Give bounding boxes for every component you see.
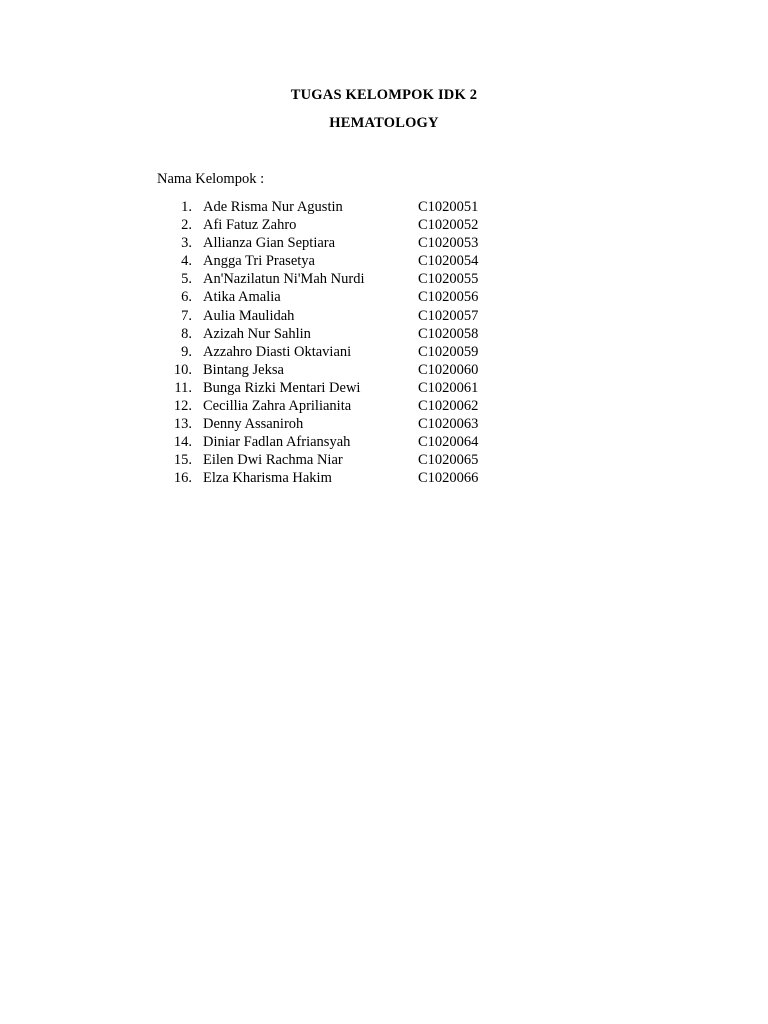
list-item bbox=[0, 325, 768, 343]
group-label: Nama Kelompok : bbox=[157, 171, 265, 187]
member-name: Bintang Jeksa bbox=[203, 361, 284, 378]
member-id: C1020054 bbox=[418, 253, 479, 270]
member-number: 11. bbox=[174, 379, 192, 396]
document-title: TUGAS KELOMPOK IDK 2 bbox=[290, 87, 478, 103]
member-number: 3. bbox=[181, 235, 192, 252]
list-item bbox=[0, 451, 768, 469]
list-item bbox=[0, 252, 768, 270]
list-item bbox=[0, 397, 768, 415]
member-id: C1020066 bbox=[418, 470, 479, 487]
member-id: C1020056 bbox=[418, 289, 479, 306]
member-number: 13. bbox=[173, 416, 192, 433]
member-name: Bunga Rizki Mentari Dewi bbox=[203, 379, 361, 396]
member-name: Denny Assaniroh bbox=[203, 416, 304, 433]
member-id: C1020061 bbox=[418, 379, 479, 396]
member-id: C1020062 bbox=[418, 398, 479, 415]
member-id: C1020052 bbox=[418, 217, 479, 234]
member-id: C1020064 bbox=[418, 434, 479, 451]
member-number: 7. bbox=[181, 307, 192, 324]
member-number: 1. bbox=[181, 199, 192, 215]
member-name: Azzahro Diasti Oktaviani bbox=[203, 343, 352, 360]
list-item bbox=[0, 379, 768, 397]
member-number: 5. bbox=[181, 271, 192, 288]
list-item bbox=[0, 270, 768, 288]
member-name: Allianza Gian Septiara bbox=[203, 235, 336, 252]
member-number: 15. bbox=[173, 452, 192, 469]
list-item bbox=[0, 234, 768, 252]
member-id: C1020055 bbox=[418, 271, 479, 288]
member-id: C1020051 bbox=[418, 199, 479, 215]
list-item bbox=[0, 361, 768, 379]
member-number: 8. bbox=[181, 325, 192, 342]
list-item bbox=[0, 216, 768, 234]
member-id: C1020065 bbox=[418, 452, 479, 469]
member-number: 4. bbox=[181, 253, 192, 270]
list-item bbox=[0, 343, 768, 361]
member-name: Afi Fatuz Zahro bbox=[203, 217, 297, 234]
member-number: 2. bbox=[181, 217, 192, 234]
member-number: 16. bbox=[173, 470, 192, 487]
member-name: An'Nazilatun Ni'Mah Nurdi bbox=[203, 271, 365, 288]
member-name: Ade Risma Nur Agustin bbox=[203, 199, 343, 215]
document-subtitle: HEMATOLOGY bbox=[329, 115, 439, 131]
member-number: 14. bbox=[173, 434, 192, 451]
member-id: C1020060 bbox=[418, 361, 479, 378]
member-list bbox=[0, 198, 768, 488]
member-id: C1020057 bbox=[418, 307, 479, 324]
list-item bbox=[0, 198, 768, 216]
list-item bbox=[0, 415, 768, 433]
member-name: Azizah Nur Sahlin bbox=[203, 325, 311, 342]
member-name: Diniar Fadlan Afriansyah bbox=[203, 434, 351, 451]
member-name: Eilen Dwi Rachma Niar bbox=[203, 452, 343, 469]
list-item bbox=[0, 307, 768, 325]
member-number: 6. bbox=[181, 289, 192, 306]
member-name: Cecillia Zahra Aprilianita bbox=[203, 398, 352, 415]
member-number: 10. bbox=[173, 361, 192, 378]
member-id: C1020063 bbox=[418, 416, 479, 433]
list-item bbox=[0, 288, 768, 306]
member-name: Aulia Maulidah bbox=[203, 307, 295, 324]
member-id: C1020053 bbox=[418, 235, 479, 252]
list-item bbox=[0, 469, 768, 487]
list-item bbox=[0, 433, 768, 451]
member-name: Atika Amalia bbox=[203, 289, 281, 306]
member-number: 9. bbox=[181, 343, 192, 360]
member-id: C1020058 bbox=[418, 325, 479, 342]
member-name: Angga Tri Prasetya bbox=[203, 253, 315, 270]
member-number: 12. bbox=[173, 398, 192, 415]
member-id: C1020059 bbox=[418, 343, 479, 360]
member-name: Elza Kharisma Hakim bbox=[203, 470, 332, 487]
